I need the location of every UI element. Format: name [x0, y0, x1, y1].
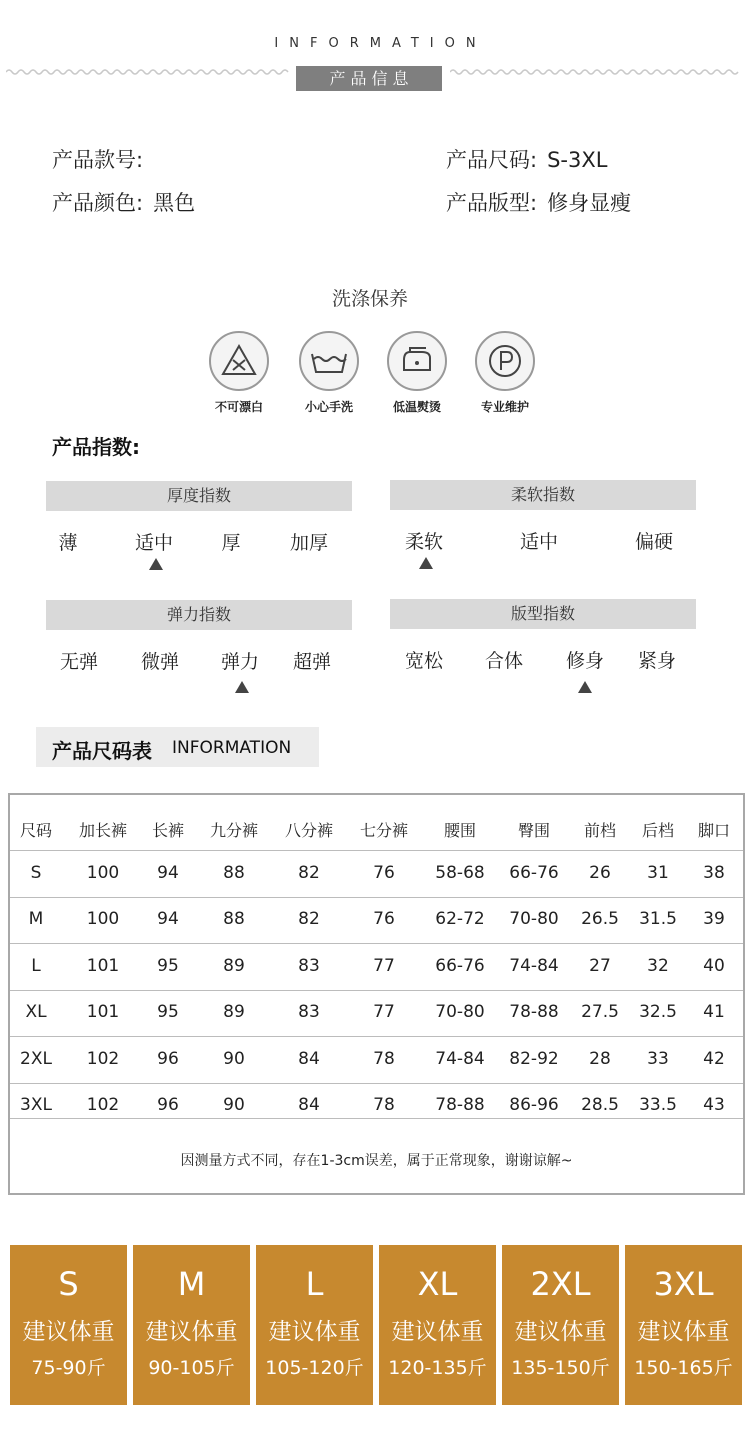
table-cell: 82 [298, 863, 320, 883]
fit-option-regular: 合体 [484, 650, 523, 672]
fit-indicator-icon [578, 681, 592, 693]
table-cell: 89 [223, 1002, 245, 1022]
elasticity-option-none: 无弹 [59, 651, 98, 673]
product-color-label: 产品颜色: [52, 191, 144, 215]
table-cell: M [28, 909, 44, 929]
table-row-divider [10, 1036, 743, 1037]
table-cell: 83 [298, 956, 320, 976]
table-header-cell: 八分裤 [284, 821, 333, 840]
product-fit [446, 187, 631, 217]
fit-option-loose: 宽松 [404, 650, 443, 672]
care-label-no-bleach: 不可漂白 [214, 400, 263, 414]
table-header-cell: 七分裤 [359, 821, 408, 840]
table-cell: 94 [157, 863, 179, 883]
table-cell: 86-96 [509, 1095, 559, 1115]
table-cell: 39 [703, 909, 725, 929]
wavy-divider-right [450, 66, 740, 78]
table-cell: S [30, 863, 42, 883]
table-cell: 31 [647, 863, 669, 883]
fit-option-tight: 紧身 [637, 650, 676, 672]
table-row-divider [10, 943, 743, 944]
table-cell: 89 [223, 956, 245, 976]
table-cell: 78-88 [509, 1002, 559, 1022]
table-cell: 96 [157, 1095, 179, 1115]
table-cell: 33 [647, 1049, 669, 1069]
weight-card-label: 建议体重 [145, 1319, 238, 1345]
weight-card [625, 1245, 742, 1405]
size-chart-title-en: INFORMATION [172, 738, 292, 758]
table-row-divider [10, 897, 743, 898]
softness-option-soft: 柔软 [404, 531, 443, 553]
table-row-divider [10, 1083, 743, 1084]
table-cell: 88 [223, 863, 245, 883]
table-cell: 101 [86, 956, 120, 976]
thickness-indicator-icon [149, 558, 163, 570]
table-cell: 27 [589, 956, 611, 976]
table-cell: 41 [703, 1002, 725, 1022]
weight-card [10, 1245, 127, 1405]
table-cell: 95 [157, 1002, 179, 1022]
table-cell: 32.5 [639, 1002, 677, 1022]
table-cell: 90 [223, 1049, 245, 1069]
product-size-label: 产品尺码: [446, 148, 538, 172]
table-cell: 43 [703, 1095, 725, 1115]
table-cell: 32 [647, 956, 669, 976]
weight-card [379, 1245, 496, 1405]
table-cell: 83 [298, 1002, 320, 1022]
table-cell: 33.5 [639, 1095, 677, 1115]
table-cell: 70-80 [509, 909, 559, 929]
table-row-divider [10, 1118, 743, 1119]
table-cell: 102 [86, 1095, 120, 1115]
thickness-option-thin: 薄 [58, 532, 78, 554]
product-fit-label: 产品版型: [446, 191, 538, 215]
care-title: 洗涤保养 [331, 288, 408, 310]
weight-card-label: 建议体重 [268, 1319, 361, 1345]
elasticity-option-slight: 微弹 [140, 651, 179, 673]
table-cell: 76 [373, 863, 395, 883]
table-cell: 42 [703, 1049, 725, 1069]
table-cell: 66-76 [509, 863, 559, 883]
table-row-divider [10, 990, 743, 991]
table-cell: 28.5 [581, 1095, 619, 1115]
weight-card-size: XL [417, 1265, 458, 1303]
table-cell: 78 [373, 1049, 395, 1069]
product-model [52, 144, 143, 174]
table-cell: 82-92 [509, 1049, 559, 1069]
table-header-cell: 腰围 [443, 821, 476, 840]
table-cell: 3XL [20, 1095, 52, 1115]
table-cell: L [31, 956, 41, 976]
weight-card-size: S [58, 1265, 79, 1303]
product-color [52, 187, 195, 217]
weight-card-size: L [305, 1265, 324, 1303]
table-cell: 28 [589, 1049, 611, 1069]
weight-card-label: 建议体重 [22, 1319, 115, 1345]
table-header-cell: 九分裤 [209, 821, 258, 840]
table-cell: 82 [298, 909, 320, 929]
table-header-cell: 后档 [641, 821, 674, 840]
section-title-badge: 产品信息 [296, 66, 442, 91]
weight-card-range: 90-105斤 [148, 1357, 235, 1379]
table-cell: 62-72 [435, 909, 485, 929]
table-cell: 100 [86, 909, 120, 929]
size-table [8, 793, 745, 1195]
table-cell: 90 [223, 1095, 245, 1115]
weight-card-label: 建议体重 [637, 1319, 730, 1345]
thickness-option-thick: 厚 [221, 532, 241, 554]
hand-wash-icon [298, 330, 360, 392]
table-header-cell: 尺码 [19, 821, 52, 840]
low-iron-icon [386, 330, 448, 392]
table-cell: 74-84 [509, 956, 559, 976]
size-table-note: 因测量方式不同，存在1-3cm误差，属于正常现象，谢谢谅解~ [180, 1153, 573, 1169]
table-cell: 102 [86, 1049, 120, 1069]
weight-card-range: 120-135斤 [388, 1357, 487, 1379]
thickness-option-medium: 适中 [134, 532, 173, 554]
weight-card [256, 1245, 373, 1405]
table-cell: 88 [223, 909, 245, 929]
care-label-hand-wash: 小心手洗 [304, 400, 353, 414]
table-cell: 76 [373, 909, 395, 929]
softness-index-bar: 柔软指数 [390, 480, 696, 510]
elasticity-indicator-icon [235, 681, 249, 693]
care-label-low-iron: 低温熨烫 [392, 400, 441, 414]
wavy-divider-left [6, 66, 290, 78]
table-cell: 84 [298, 1049, 320, 1069]
elasticity-index-bar: 弹力指数 [46, 600, 352, 630]
table-cell: 58-68 [435, 863, 485, 883]
table-header-cell: 臀围 [517, 821, 550, 840]
care-label-professional: 专业维护 [480, 400, 529, 414]
index-title: 产品指数: [52, 435, 140, 459]
table-cell: 77 [373, 1002, 395, 1022]
table-cell: 26 [589, 863, 611, 883]
table-cell: XL [25, 1002, 47, 1022]
table-cell: 84 [298, 1095, 320, 1115]
table-header-cell: 加长裤 [78, 821, 127, 840]
table-cell: 96 [157, 1049, 179, 1069]
weight-card-label: 建议体重 [514, 1319, 607, 1345]
table-cell: 31.5 [639, 909, 677, 929]
weight-card-size: M [177, 1265, 206, 1303]
table-cell: 100 [86, 863, 120, 883]
weight-card-size: 3XL [653, 1265, 714, 1303]
weight-card-size: 2XL [530, 1265, 591, 1303]
table-row-divider [10, 850, 743, 851]
table-cell: 70-80 [435, 1002, 485, 1022]
table-cell: 78 [373, 1095, 395, 1115]
weight-card-range: 105-120斤 [265, 1357, 364, 1379]
table-header-cell: 脚口 [697, 821, 730, 840]
table-cell: 2XL [20, 1049, 52, 1069]
table-cell: 77 [373, 956, 395, 976]
product-model-label: 产品款号: [52, 148, 144, 172]
product-size [446, 144, 607, 174]
weight-card-range: 150-165斤 [634, 1357, 733, 1379]
softness-indicator-icon [419, 557, 433, 569]
weight-card-label: 建议体重 [391, 1319, 484, 1345]
table-cell: 27.5 [581, 1002, 619, 1022]
professional-care-icon [474, 330, 536, 392]
table-cell: 38 [703, 863, 725, 883]
table-cell: 78-88 [435, 1095, 485, 1115]
fit-option-slim: 修身 [565, 650, 604, 672]
table-cell: 66-76 [435, 956, 485, 976]
weight-card [133, 1245, 250, 1405]
table-cell: 94 [157, 909, 179, 929]
table-header-cell: 前档 [583, 821, 616, 840]
elasticity-option-super: 超弹 [292, 651, 331, 673]
table-cell: 26.5 [581, 909, 619, 929]
weight-card-range: 135-150斤 [511, 1357, 610, 1379]
size-chart-title: 产品尺码表 [52, 739, 152, 763]
weight-card-range: 75-90斤 [31, 1357, 106, 1379]
softness-option-stiff: 偏硬 [634, 531, 673, 553]
product-size-value: S-3XL [547, 148, 608, 172]
info-eyebrow: INFORMATION [274, 36, 487, 51]
no-bleach-icon [208, 330, 270, 392]
weight-card [502, 1245, 619, 1405]
table-header-cell: 长裤 [151, 821, 184, 840]
fit-index-bar: 版型指数 [390, 599, 696, 629]
product-color-value: 黑色 [153, 191, 196, 215]
table-cell: 95 [157, 956, 179, 976]
thickness-index-bar: 厚度指数 [46, 481, 352, 511]
softness-option-medium: 适中 [519, 531, 558, 553]
elasticity-option-stretch: 弹力 [220, 651, 259, 673]
table-cell: 40 [703, 956, 725, 976]
table-cell: 74-84 [435, 1049, 485, 1069]
table-cell: 101 [86, 1002, 120, 1022]
product-fit-value: 修身显瘦 [547, 191, 632, 215]
thickness-option-extra-thick: 加厚 [289, 532, 328, 554]
